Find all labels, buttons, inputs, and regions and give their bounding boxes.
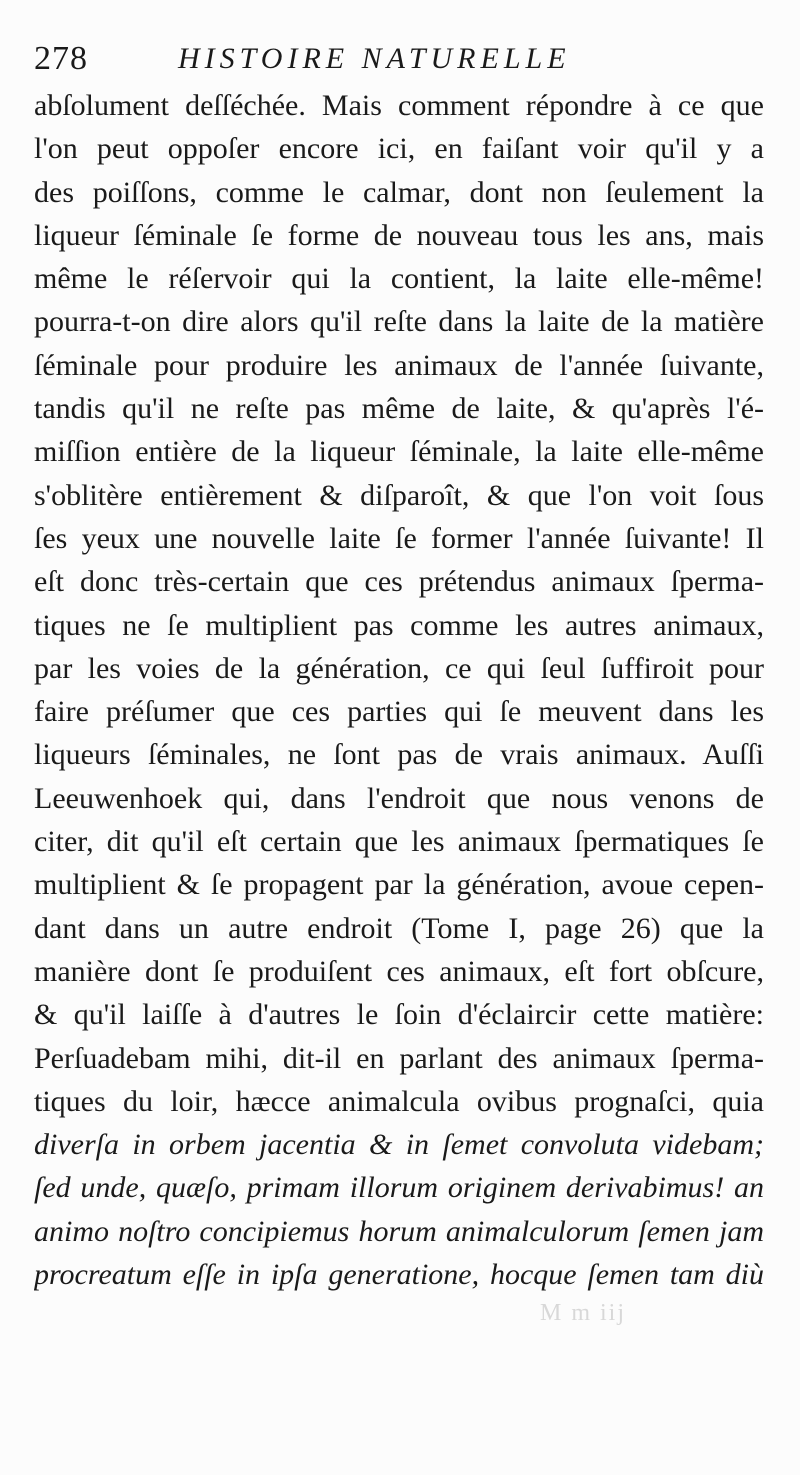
show-through-catchword: M m iij (540, 1300, 627, 1326)
text-line: des poiſſons, comme le calmar, dont non ſeulement la (34, 175, 764, 209)
text-line: dant dans un autre endroit (Tome I, page 26) que la (34, 911, 764, 945)
text-line: liqueur ſéminale ſe forme de nouveau tous les ans, mais (34, 218, 764, 252)
text-line: ſed unde, quæſo, primam illorum originem derivabimus! an (34, 1171, 764, 1205)
text-line: diverſa in orbem jacentia & in ſemet convoluta videbam; (34, 1128, 764, 1162)
text-line: faire préſumer que ces parties qui ſe meuvent dans les (34, 695, 764, 729)
page-header (34, 34, 764, 84)
text-line: s'oblitère entièrement & diſparoît, & que l'on voit ſous (34, 478, 764, 512)
text-line: & qu'il laiſſe à d'autres le ſoin d'éclaircir cette matière: (34, 998, 764, 1032)
body-text (34, 84, 764, 1296)
text-line: miſſion entière de la liqueur ſéminale, la laite elle-même (34, 435, 764, 469)
text-line: eſt donc très-certain que ces prétendus animaux ſperma- (34, 565, 764, 599)
text-line: procreatum eſſe in ipſa generatione, hocque ſemen tam diù (34, 1258, 764, 1292)
text-line: pourra-t-on dire alors qu'il reſte dans la laite de la matière (34, 305, 764, 339)
text-line: abſolument deſſéchée. Mais comment répondre à ce que (34, 89, 764, 122)
text-line: l'on peut oppoſer encore ici, en faiſant voir qu'il y a (34, 132, 764, 166)
text-line: animo noſtro concipiemus horum animalculorum ſemen jam (34, 1214, 764, 1248)
text-line: même le réſervoir qui la contient, la laite elle-même! (34, 262, 764, 296)
page-number: 278 (34, 40, 88, 77)
text-line: tandis qu'il ne reſte pas même de laite, & qu'après l'é- (34, 392, 764, 426)
text-line: liqueurs ſéminales, ne ſont pas de vrais animaux. Auſſi (34, 738, 764, 772)
text-line: multiplient & ſe propagent par la génération, avoue cepen- (34, 868, 764, 902)
text-line: par les voies de la génération, ce qui ſeul ſuffiroit pour (34, 651, 764, 685)
text-line: manière dont ſe produiſent ces animaux, eſt fort obſcure, (34, 954, 764, 988)
text-line: tiques ne ſe multiplient pas comme les autres animaux, (34, 608, 764, 642)
text-line: tiques du loir, hæcce animalcula ovibus prognaſci, quia (34, 1084, 764, 1118)
running-head: HISTOIRE NATURELLE (178, 42, 571, 75)
text-line: Leeuwenhoek qui, dans l'endroit que nous venons de (34, 781, 764, 815)
text-line: Perſuadebam mihi, dit-il en parlant des animaux ſperma- (34, 1041, 764, 1075)
text-line: ſes yeux une nouvelle laite ſe former l'année ſuivante! Il (34, 521, 764, 555)
text-line: ſéminale pour produire les animaux de l'année ſuivante, (34, 348, 764, 382)
text-line: citer, dit qu'il eſt certain que les animaux ſpermatiques ſe (34, 825, 764, 859)
